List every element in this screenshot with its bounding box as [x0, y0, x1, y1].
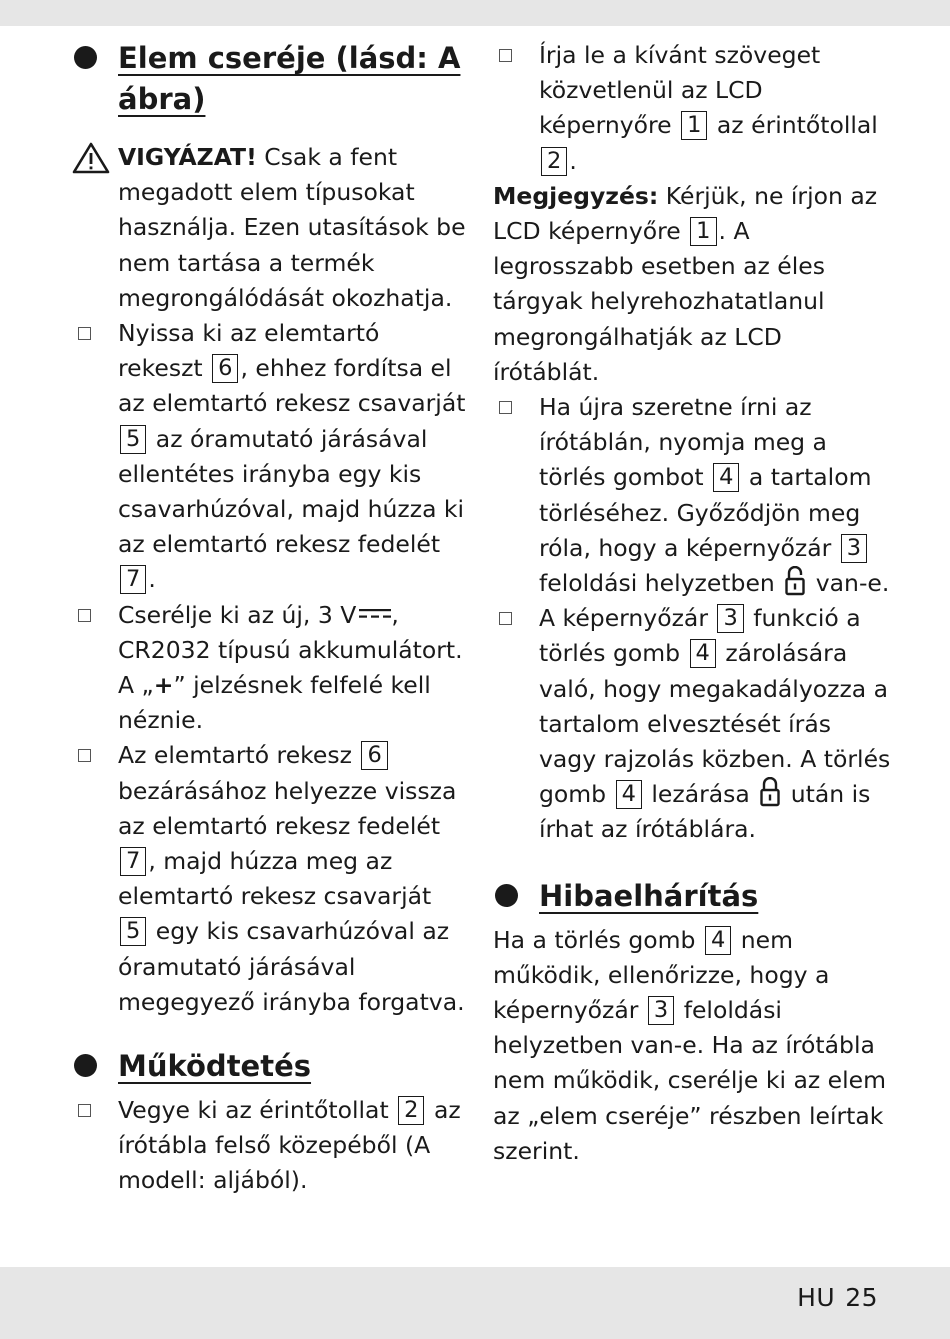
operation-step-1: Vegye ki az érintőtollat 2 az írótábla felső közepéből (A modell: aljából). — [72, 1093, 467, 1199]
plus-sign: + — [153, 671, 174, 700]
troubleshooting-paragraph: Ha a törlés gomb 4 nem működik, ellenőrizze, hogy a képernyőzár 3 feloldási helyzetben van-e. Ha az írótábla nem működik, cserélje ki az elem az „elem cseréje” részben leírtak szerint. — [493, 925, 887, 1165]
checkbox-icon — [499, 612, 512, 625]
warning-label: VIGYÁZAT! — [118, 143, 257, 171]
warning-triangle-icon — [72, 142, 110, 174]
checkbox-icon — [78, 749, 91, 762]
bullet-dot-icon — [495, 884, 518, 907]
checkbox-icon — [499, 401, 512, 414]
operation-step-2: Írja le a kívánt szöveget közvetlenül az LCD képernyőre 1 az érintőtollal 2 . — [493, 38, 893, 179]
ref-number: 2 — [398, 1096, 424, 1125]
ref-number: 4 — [713, 463, 739, 492]
warning-paragraph — [72, 140, 467, 316]
ref-number: 1 — [681, 111, 707, 140]
note-paragraph: Megjegyzés: Kérjük, ne írjon az LCD képernyőre 1 . A legrosszabb esetben az éles tárgyak helyrehozhatatlanul megrongálhatják az LCD írótáblát. — [493, 181, 878, 386]
note-label: Megjegyzés: — [493, 181, 659, 210]
unlock-icon — [785, 566, 805, 596]
ref-number: 6 — [212, 354, 238, 383]
ref-number: 2 — [541, 147, 567, 176]
left-column — [72, 38, 467, 1199]
checkbox-icon — [78, 327, 91, 340]
ref-number: 3 — [717, 604, 743, 633]
troubleshooting-section-title: Hibaelhárítás — [539, 878, 759, 913]
top-band — [0, 0, 950, 26]
battery-section-title: Elem cseréje (lásd: A ábra) — [118, 41, 461, 116]
page-number-label — [787, 1283, 878, 1312]
operation-step-4: A képernyőzár 3 funkció a törlés gomb 4 zárolására való, hogy megakadályozza a tartalom elvesztését írás vagy rajzolás közben. A törlés gomb 4 lezárása után is írhat az írótáblára. — [493, 601, 893, 847]
operation-section-title: Működtetés — [118, 1049, 312, 1084]
checkbox-icon — [78, 609, 91, 622]
language-code: HU — [797, 1283, 836, 1312]
ref-number: 3 — [841, 534, 867, 563]
page-number: 25 — [845, 1283, 878, 1312]
ref-number: 5 — [120, 917, 146, 946]
ref-number: 5 — [120, 425, 146, 454]
ref-number: 4 — [705, 926, 731, 955]
lock-icon — [760, 777, 780, 807]
bullet-dot-icon — [74, 1054, 97, 1077]
ref-number: 6 — [361, 741, 387, 770]
troubleshooting-section-heading — [493, 876, 893, 917]
battery-step-3: Az elemtartó rekesz 6 bezárásához helyezze vissza az elemtartó rekesz fedelét 7 , majd húzza meg az elemtartó rekesz csavarját 5 egy kis csavarhúzóval az óramutató járásával megegyező irányba forgatva. — [72, 738, 467, 1020]
ref-number: 3 — [648, 996, 674, 1025]
bullet-dot-icon — [74, 46, 97, 69]
warning-text: Csak a fent megadott elem típusokat használja. Ezen utasítások be nem tartása a termék megrongálódását okozhatja. — [118, 143, 466, 312]
operation-section-heading — [72, 1046, 467, 1087]
dc-symbol-icon — [359, 609, 391, 619]
ref-number: 4 — [616, 780, 642, 809]
checkbox-icon — [78, 1104, 91, 1117]
ref-number: 1 — [690, 217, 716, 246]
right-column — [493, 38, 893, 1169]
ref-number: 4 — [690, 639, 716, 668]
ref-number: 7 — [120, 565, 146, 594]
page-footer — [0, 1267, 950, 1339]
battery-section-heading — [72, 38, 467, 120]
operation-step-3: Ha újra szeretne írni az írótáblán, nyomja meg a törlés gombot 4 a tartalom törléséhez. Győződjön meg róla, hogy a képernyőzár 3 feloldási helyzetben van-e. — [493, 390, 893, 601]
battery-step-2: Cserélje ki az új, 3 V , CR2032 típusú akkumulátort. A „+” jelzésnek felfelé kell néznie. — [72, 598, 467, 739]
checkbox-icon — [499, 49, 512, 62]
battery-step-1: Nyissa ki az elemtartó rekeszt 6 , ehhez fordítsa el az elemtartó rekesz csavarját 5 az óramutató járásával ellentétes irányba egy kis csavarhúzóval, majd húzza ki az elemtartó rekesz fedelét 7 . — [72, 316, 467, 598]
ref-number: 7 — [120, 847, 146, 876]
